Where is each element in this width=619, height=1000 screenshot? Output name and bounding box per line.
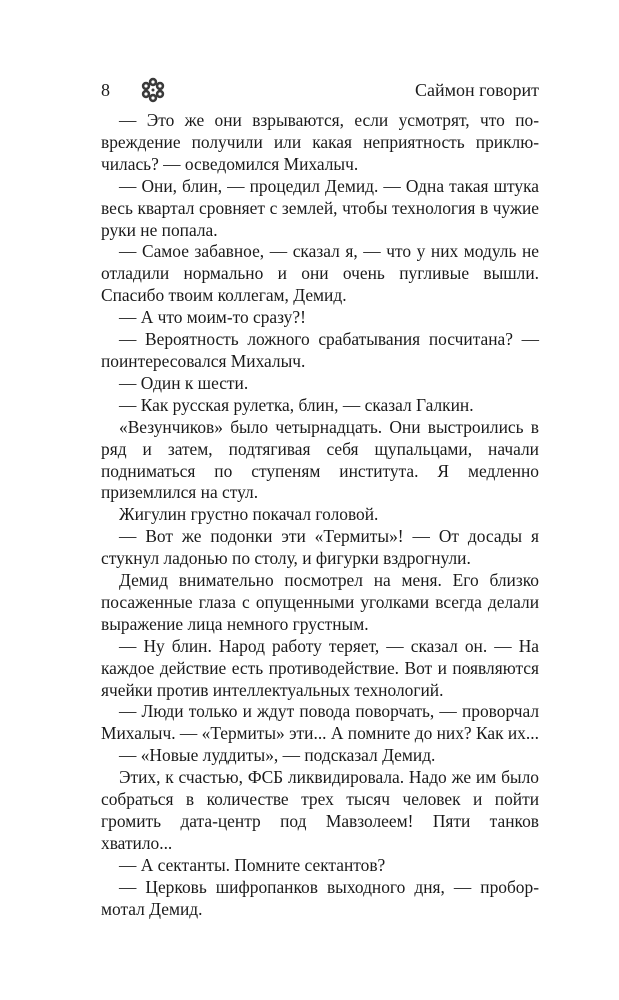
paragraph: Этих, к счастью, ФСБ ликвидировала. Надо же им было собраться в количестве трех тысяч человек и пойти громить дата-центр под Мавзолеем! Пяти танков хватило... (101, 767, 539, 853)
paragraph: — Как русская рулетка, блин, — сказал Галкин. (119, 394, 474, 415)
flower-ornament-icon (140, 77, 166, 103)
paragraph: — Они, блин, — процедил Демид. — Одна такая штука весь квартал сровняет с землей, чтобы технология в чужие руки не попала. (101, 175, 539, 240)
running-title: Саймон говорит (415, 80, 539, 100)
paragraph: — «Новые луддиты», — подсказал Демид. (119, 745, 436, 766)
paragraph: — Самое забавное, — сказал я, — что у них модуль не отладили нормально и они очень пугливые вышли. Спасибо твоим коллегам, Демид. (101, 241, 539, 306)
paragraph: — Ну блин. Народ работу теряет, — сказал он. — На каждое действие есть противодействие. Вот и появляются ячейки против интеллектуальных технологий. (101, 635, 539, 700)
body-text (101, 110, 539, 921)
paragraph: — Люди только и ждут повода поворчать, — проворчал Михалыч. — «Термиты» эти... А помните до них? Как их... (101, 701, 539, 744)
paragraph: — А что моим-то сразу?! (119, 307, 306, 328)
paragraph: — Вероятность ложного срабатывания посчитана? — поинтересовался Михалыч. (101, 329, 539, 371)
page-header (101, 78, 539, 104)
paragraph: — Один к шести. (119, 372, 249, 393)
paragraph: — Вот же подонки эти «Термиты»! — От досады я стукнул ладонью по столу, и фигурки вздрогнули. (101, 526, 539, 569)
paragraph: «Везунчиков» было четырнадцать. Они выстроились в ряд и затем, подтягивая себя щупальцами, начали подниматься по ступеням института. Я медленно приземлился на стул. (101, 416, 539, 503)
paragraph: Демид внимательно посмотрел на меня. Его близко посаженные глаза с опущенными уголками всегда делали выражение лица немного грустным. (101, 570, 539, 634)
paragraph: — Церковь шифропанков выходного дня, — пробормотал Демид. (101, 876, 539, 919)
page-number: 8 (101, 80, 110, 100)
paragraph: Жигулин грустно покачал головой. (119, 504, 379, 525)
paragraph: — А сектанты. Помните сектантов? (119, 854, 386, 875)
paragraph: — Это же они взрываются, если усмотрят, что повреждение получили или какая неприятность приключилась? — осведомился Михалыч. (101, 110, 539, 174)
